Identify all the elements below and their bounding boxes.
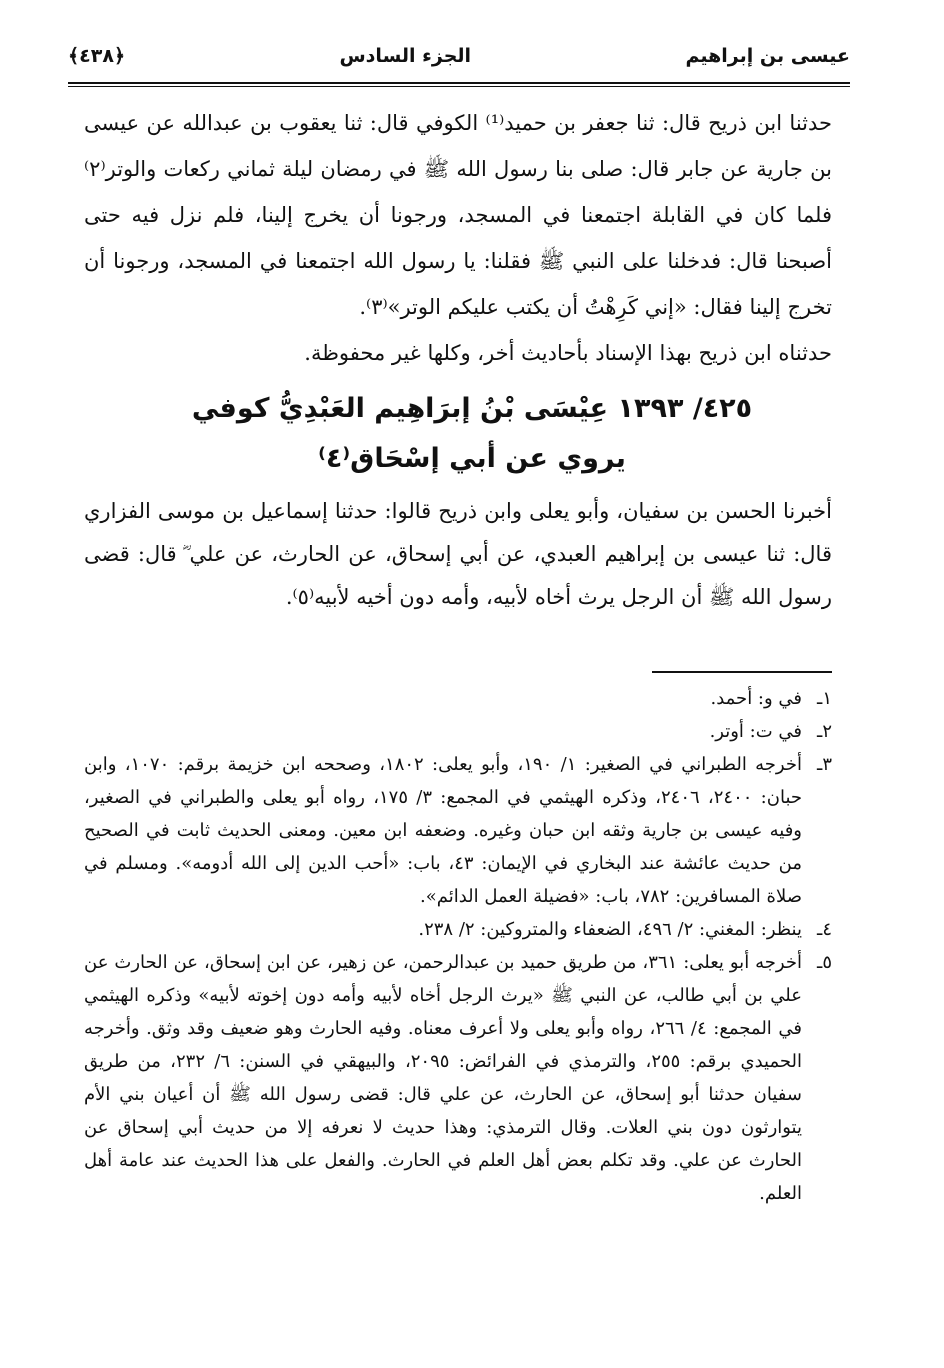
paragraph: حدثناه ابن ذريح بهذا الإسناد بأحاديث أخر، وكلها غير محفوظة. bbox=[304, 341, 832, 365]
footnote-number: ٣ـ bbox=[817, 754, 832, 775]
header-rule bbox=[68, 82, 850, 84]
footnote bbox=[84, 946, 832, 1210]
footnote bbox=[84, 682, 832, 715]
footnote-text: أخرجه أبو يعلى: ٣٦١، من طريق حميد بن عبدالرحمن، عن زهير، عن ابن إسحاق، عن الحارث عن علي بن أبي طالب، عن النبي ﷺ «يرث الرجل أخاه لأبيه وأمه دون إخوته لأبيه» وذكره الهيثمي في المجمع: ٤/ ٢٦٦، رواه وأبو يعلى ولا أعرف معناه. وفيه الحارث وهو ضعيف وقد وثق. وأخرجه الحميدي برقم: ٢٥٥، والترمذي في الفرائض: ٢٠٩٥، والبيهقي في السنن: ٦/ ٢٣٢، من طريق سفيان حدثنا أبو إسحاق، عن الحارث، عن علي قال: قضى رسول الله ﷺ أن أعيان بني الأم يتوارثون دون بني العلات. وقال الترمذي: وهذا حديث لا نعرفه إلا من حديث أبي إسحاق عن الحارث عن علي. وقد تكلم بعض أهل العلم في الحارث. والفعل على هذا الحديث عند عامة أهل العلم. bbox=[84, 952, 802, 1204]
chapter-subtitle: يروي عن أبي إسْحَاق⁽٤⁾ bbox=[318, 443, 626, 474]
main-text bbox=[84, 100, 832, 376]
chapter-heading bbox=[120, 384, 824, 484]
hadith-text bbox=[84, 490, 832, 619]
footnote bbox=[84, 913, 832, 946]
footnotes bbox=[84, 682, 832, 1210]
footnote bbox=[84, 715, 832, 748]
footnote bbox=[84, 748, 832, 913]
volume-title: الجزء السادس bbox=[339, 45, 472, 67]
running-title: عيسى بن إبراهيم bbox=[685, 45, 850, 67]
footnote-number: ٤ـ bbox=[817, 919, 832, 940]
paragraph: أخبرنا الحسن بن سفيان، وأبو يعلى وابن ذريح قالوا: حدثنا إسماعيل بن موسى الفزاري قال: ثنا عيسى بن إبراهيم العبدي، عن أبي إسحاق، عن الحارث، عن علي ؓ قال: قضى رسول الله ﷺ أن الرجل يرث أخاه لأبيه، وأمه دون أخيه لأبيه⁽٥⁾. bbox=[84, 499, 832, 609]
footnote-number: ٥ـ bbox=[817, 952, 832, 973]
footnote-text: في و: أحمد. bbox=[710, 688, 802, 709]
footnote-text: أخرجه الطبراني في الصغير: ١/ ١٩٠، وأبو يعلى: ١٨٠٢، وصححه ابن خزيمة برقم: ١٠٧٠، وابن حبان: ٢٤٠٠، ٢٤٠٦، وذكره الهيثمي في المجمع: ٣/ ١٧٥، رواه أبو يعلى والطبراني في الصغير، وفيه عيسى بن جارية وثقه ابن حبان وغيره. وضعفه ابن معين. ومعنى الحديث ثابت في الصحيح من حديث عائشة عند البخاري في الإيمان: ٤٣، باب: «أحب الدين إلى الله أدومه». ومسلم في صلاة المسافرين: ٧٨٢، باب: «فضيلة العمل الدائم». bbox=[84, 754, 803, 907]
page-header bbox=[68, 36, 850, 76]
footnote-text: في ت: أوتر. bbox=[709, 721, 802, 742]
header-rule-thin bbox=[68, 86, 850, 87]
footnote-number: ٢ـ bbox=[817, 721, 832, 742]
footnote-text: ينظر: المغني: ٢/ ٤٩٦، الضعفاء والمتروكين: ٢/ ٢٣٨. bbox=[418, 919, 802, 940]
page-number: ﴿٤٣٨﴾ bbox=[68, 45, 126, 67]
footnote-number: ١ـ bbox=[817, 688, 832, 709]
footnote-divider bbox=[652, 671, 832, 673]
chapter-title: ٤٢٥/ ١٣٩٣ عِيْسَى بْنُ إبرَاهِيم العَبْدِيُّ كوفي bbox=[191, 393, 753, 424]
paragraph: حدثنا ابن ذريح قال: ثنا جعفر بن حميد⁽¹⁾ الكوفي قال: ثنا يعقوب بن عبدالله عن عيسى بن جارية عن جابر قال: صلى بنا رسول الله ﷺ في رمضان ليلة ثماني ركعات والوتر⁽٢⁾ فلما كان في القابلة اجتمعنا في المسجد، ورجونا أن يخرج إلينا، فلم نزل فيه حتى أصبحنا قال: فدخلنا على النبي ﷺ فقلنا: يا رسول الله اجتمعنا في المسجد، ورجونا أن تخرج إلينا فقال: «إني كَرِهْتُ أن يكتب عليكم الوتر»⁽٣⁾. bbox=[84, 111, 833, 319]
